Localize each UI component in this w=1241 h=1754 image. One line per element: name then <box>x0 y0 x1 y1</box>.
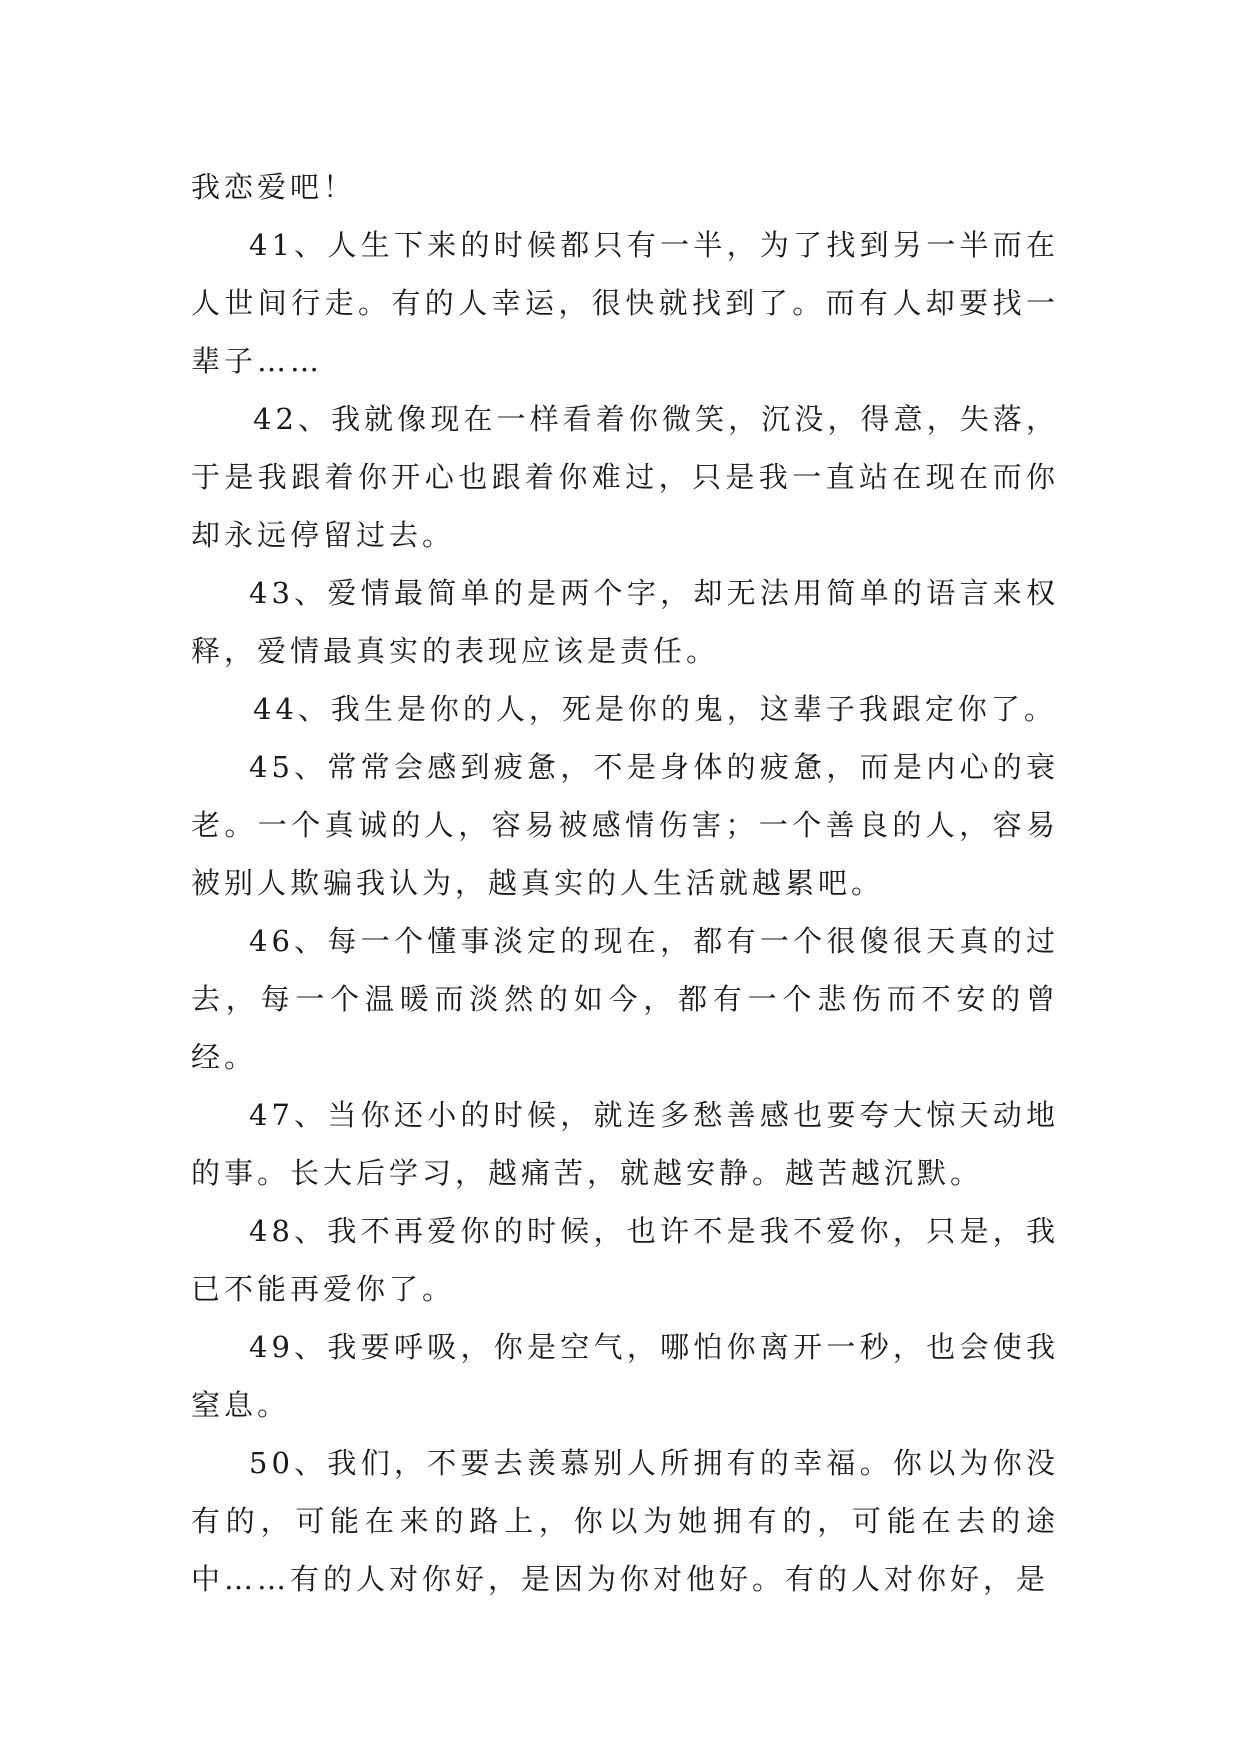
paragraph-41: 41、人生下来的时候都只有一半，为了找到另一半而在人世间行走。有的人幸运，很快就找到了。而有人却要找一辈子…… <box>191 228 1059 378</box>
paragraph-48: 48、我不再爱你的时候，也许不是我不爱你，只是，我已不能再爱你了。 <box>191 1214 1059 1306</box>
paragraph-47: 47、当你还小的时候，就连多愁善感也要夸大惊天动地的事。长大后学习，越痛苦，就越安静。越苦越沉默。 <box>191 1098 1059 1190</box>
paragraph-continuation: 我恋爱吧！ <box>191 170 357 204</box>
body-text <box>191 158 1059 1608</box>
paragraph-49: 49、我要呼吸，你是空气，哪怕你离开一秒，也会使我窒息。 <box>191 1330 1059 1422</box>
paragraph-42: 42、我就像现在一样看着你微笑，沉没，得意，失落，于是我跟着你开心也跟着你难过，只是我一直站在现在而你却永远停留过去。 <box>191 402 1059 552</box>
paragraph-43: 43、爱情最简单的是两个字，却无法用简单的语言来权释，爱情最真实的表现应该是责任。 <box>191 576 1059 668</box>
paragraph-46: 46、每一个懂事淡定的现在，都有一个很傻很天真的过去，每一个温暖而淡然的如今，都有一个悲伤而不安的曾经。 <box>191 924 1059 1074</box>
paragraph-44: 44、我生是你的人，死是你的鬼，这辈子我跟定你了。 <box>253 692 1057 726</box>
paragraph-50: 50、我们，不要去羡慕别人所拥有的幸福。你以为你没有的，可能在来的路上，你以为她拥有的，可能在去的途中……有的人对你好，是因为你对他好。有的人对你好，是 <box>191 1446 1059 1596</box>
paragraph-45: 45、常常会感到疲惫，不是身体的疲惫，而是内心的衰老。一个真诚的人，容易被感情伤害；一个善良的人，容易被别人欺骗我认为，越真实的人生活就越累吧。 <box>191 750 1059 900</box>
